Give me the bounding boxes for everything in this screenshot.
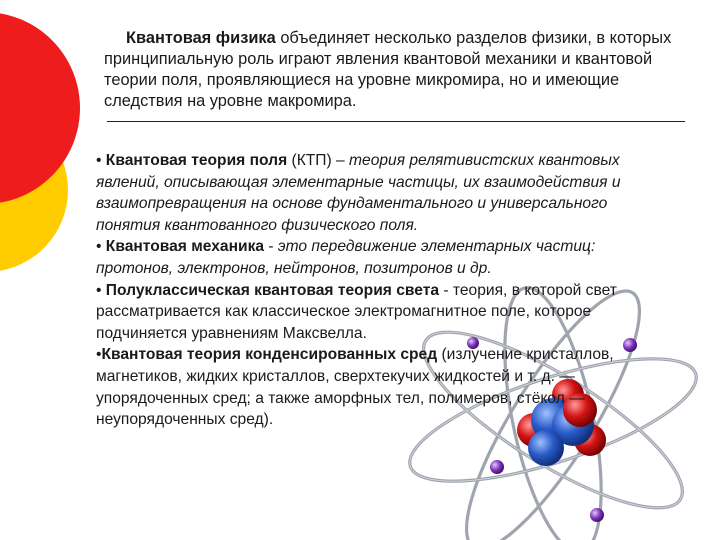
definition-condensed: (излучение кристаллов, магнетиков, жидких кристаллов, сверхтекучих жидкостей и т. д. — упорядоченных сред; а также аморфных тел, полимеров, стёкол — неупорядоченных сред).: [96, 346, 614, 429]
list-item-qm: [96, 236, 636, 279]
divider-line: [107, 121, 685, 122]
definition-qm: это передвижение элементарных частиц: протонов, электронов, нейтронов, позитронов и др.: [96, 238, 596, 277]
abbr-qft: (КТП) –: [287, 152, 350, 169]
definition-semiclassical: - теория, в которой свет рассматривается как классическое электромагнитное поле, которое подчиняется уравнениям Максвелла.: [96, 281, 617, 342]
sep-qm: -: [264, 238, 278, 256]
bullet: •: [96, 346, 102, 364]
list-item-qft: [96, 150, 636, 236]
definition-qft: теория релятивистских квантовых явлений, описывающая элементарные частицы, их взаимодействия и взаимопревращения на основе фундаментального и универсального понятия квантованного физического поля.: [96, 152, 621, 234]
intro-paragraph: [104, 28, 696, 112]
list-item-condensed: [96, 344, 636, 430]
bullet: •: [96, 152, 106, 169]
term-qm: Квантовая механика: [105, 238, 265, 256]
intro-text: объединяет несколько разделов физики, в которых принципиальную роль играют явления квантовой механики и квантовой теории поля, проявляющиеся на уровне микромира, но и имеющие следствия на уровне макромира.: [104, 29, 672, 110]
red-circle-shape: [0, 12, 80, 204]
bullet: •: [96, 281, 106, 299]
bullet: •: [96, 238, 106, 256]
intro-term: Квантовая физика: [126, 29, 276, 47]
term-qft: Квантовая теория поля: [105, 152, 288, 169]
term-condensed: Квантовая теория конденсированных сред: [101, 346, 438, 364]
list-item-semiclassical: [96, 280, 636, 345]
term-semiclassical: Полуклассическая квантовая теория света: [105, 281, 440, 299]
definitions-list: [96, 150, 636, 431]
